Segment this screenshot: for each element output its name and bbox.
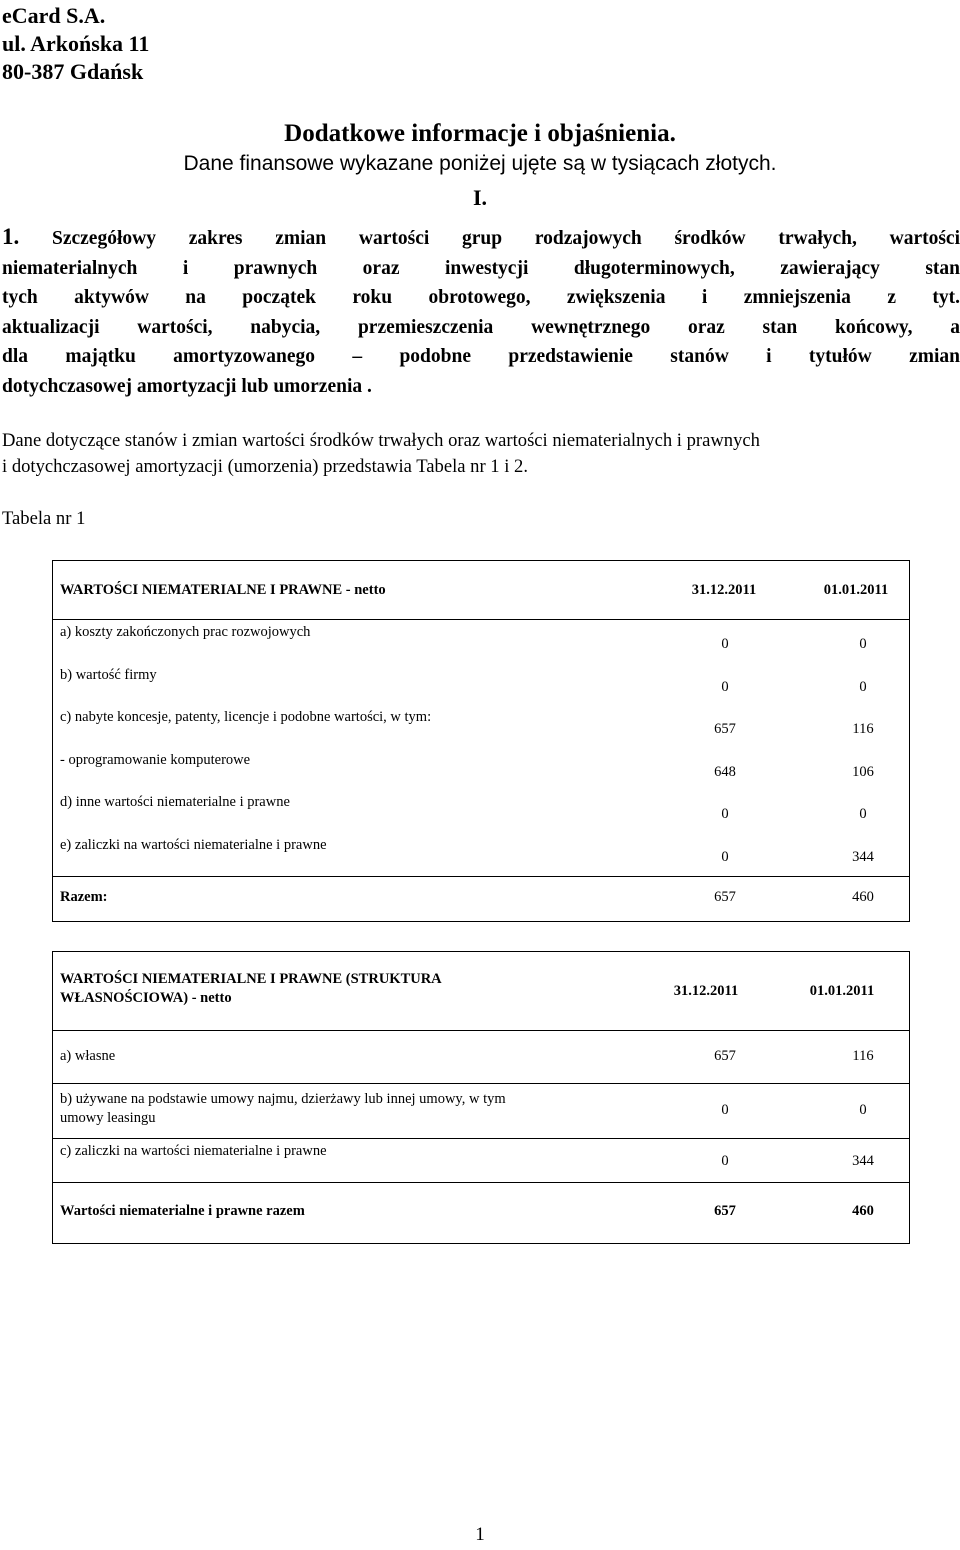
row-value-2011-12: 657 (714, 1048, 736, 1064)
section-line-6: dotychczasowej amortyzacji lub umorzenia . (2, 375, 372, 397)
page-number: 1 (475, 1524, 485, 1545)
table-row (53, 1139, 910, 1183)
row-value-2011-01: 106 (852, 764, 874, 780)
total-value-2011-12: 657 (714, 889, 736, 905)
row-value-2011-01: 116 (852, 721, 874, 737)
table-header-label-line-2: WŁASNOŚCIOWA) - netto (60, 990, 232, 1006)
table-total-row (53, 1183, 910, 1244)
header-col-2011-01: 01.01.2011 (823, 582, 889, 598)
intangibles-table (52, 560, 910, 922)
total-value-2011-12: 657 (714, 1203, 736, 1219)
row-value-2011-01: 0 (859, 806, 867, 822)
row-value-2011-12: 0 (721, 806, 729, 822)
company-street: ul. Arkońska 11 (2, 31, 150, 56)
section-description (2, 222, 960, 401)
row-value-2011-12: 0 (721, 1153, 729, 1169)
row-value-2011-01: 0 (859, 1102, 867, 1118)
company-city: 80-387 Gdańsk (2, 59, 144, 84)
row-label: b) wartość firmy (60, 667, 157, 683)
total-value-2011-01: 460 (852, 889, 874, 905)
row-label: d) inne wartości niematerialne i prawne (60, 794, 290, 810)
total-label: Wartości niematerialne i prawne razem (60, 1203, 305, 1219)
intro-line-2: i dotychczasowej amortyzacji (umorzenia) przedstawia Tabela nr 1 i 2. (2, 456, 528, 477)
table-header-label: WARTOŚCI NIEMATERIALNE I PRAWNE - netto (60, 582, 386, 598)
section-roman-number: I. (472, 185, 488, 210)
table-header-row (53, 952, 910, 1031)
row-label: c) nabyte koncesje, patenty, licencje i podobne wartości, w tym: (60, 709, 432, 725)
section-line-1: 1. Szczegółowy zakres zmian wartości grup rodzajowych środków trwałych, wartości (2, 224, 960, 249)
row-value-2011-12: 657 (714, 721, 736, 737)
header-col-2011-12: 31.12.2011 (673, 983, 739, 999)
row-value-2011-01: 344 (852, 849, 874, 865)
row-label-line-1: b) używane na podstawie umowy najmu, dzierżawy lub innej umowy, w tym (60, 1091, 506, 1107)
row-label: e) zaliczki na wartości niematerialne i prawne (60, 837, 327, 853)
total-value-2011-01: 460 (852, 1203, 874, 1219)
table-caption: Tabela nr 1 (2, 508, 86, 529)
row-label: - oprogramowanie komputerowe (60, 752, 251, 768)
section-line-2: niematerialnych i prawnych oraz inwestycji długoterminowych, zawierający stan (2, 257, 960, 279)
header-col-2011-01: 01.01.2011 (809, 983, 875, 999)
header-col-2011-12: 31.12.2011 (691, 582, 757, 598)
table-header-label-line-1: WARTOŚCI NIEMATERIALNE I PRAWNE (STRUKTURA (60, 971, 442, 987)
intro-line-1: Dane dotyczące stanów i zmian wartości środków trwałych oraz wartości niematerialnych i prawnych (2, 430, 760, 451)
intro-paragraph (2, 428, 960, 480)
row-value-2011-01: 344 (852, 1153, 874, 1169)
row-value-2011-12: 648 (714, 764, 736, 780)
row-value-2011-01: 0 (859, 679, 867, 695)
intangibles-ownership-table (52, 951, 910, 1244)
section-line-3: tych aktywów na początek roku obrotowego, zwiększenia i zmniejszenia z tyt. (2, 287, 960, 308)
row-label: c) zaliczki na wartości niematerialne i prawne (60, 1143, 327, 1159)
total-label: Razem: (60, 889, 108, 905)
table-row (53, 1084, 910, 1139)
row-value-2011-12: 0 (721, 1102, 729, 1118)
document-subtitle: Dane finansowe wykazane poniżej ujęte są w tysiącach złotych. (183, 152, 777, 175)
section-line-4: aktualizacji wartości, nabycia, przemieszczenia wewnętrznego oraz stan końcowy, a (2, 316, 960, 338)
row-label-line-2: umowy leasingu (60, 1110, 156, 1126)
row-value-2011-01: 0 (859, 636, 867, 652)
table-header-row (53, 561, 910, 620)
row-label: a) własne (60, 1048, 116, 1064)
section-line-5: dla majątku amortyzowanego – podobne przedstawienie stanów i tytułów zmian (2, 346, 960, 367)
table-row (53, 1031, 910, 1084)
document-title: Dodatkowe informacje i objaśnienia. (284, 120, 676, 147)
row-value-2011-01: 116 (852, 1048, 874, 1064)
company-name: eCard S.A. (2, 3, 106, 28)
table-body-row (53, 620, 910, 877)
row-value-2011-12: 0 (721, 679, 729, 695)
row-value-2011-12: 0 (721, 849, 729, 865)
row-value-2011-12: 0 (721, 636, 729, 652)
table-total-row (53, 877, 910, 922)
row-label: a) koszty zakończonych prac rozwojowych (60, 624, 311, 640)
section-number: 1. (2, 224, 20, 249)
